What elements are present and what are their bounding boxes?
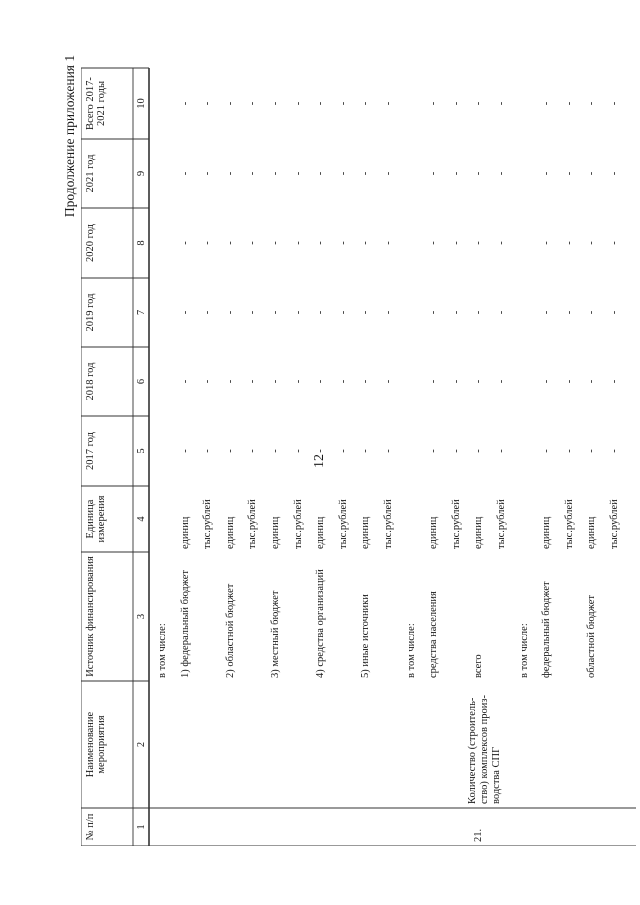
value-cell: - [179,241,191,245]
column-number: 2 [136,741,147,748]
funding-source: областной бюджет [586,595,598,678]
value-cell: - [563,449,575,453]
value-cell: - [541,101,553,106]
value-cell: - [541,171,553,176]
value-cell: - [179,310,191,315]
value-cell: - [202,171,214,176]
value-cell: - [270,171,281,176]
value-cell: - [315,310,327,315]
value-cell: - [315,101,327,106]
value-cell: - [315,449,327,453]
value-cell: - [315,171,327,176]
value-cell: - [383,101,394,106]
unit-of-measure: тыс.рублей [292,499,304,549]
column-number: 4 [136,516,147,522]
value-cell: - [563,310,575,315]
column-header: 2020 год [85,224,96,262]
value-cell: - [473,449,485,453]
value-cell: - [428,241,440,245]
unit-of-measure: тыс.рублей [496,499,507,549]
value-cell: - [541,379,553,384]
value-cell: - [202,241,214,245]
value-cell: - [224,379,236,384]
value-cell: - [586,449,598,453]
funding-source: 2) областной бюджет [224,583,236,678]
value-cell: - [563,379,575,384]
value-cell: - [609,241,620,245]
value-cell: - [428,379,440,384]
unit-of-measure: единиц [360,516,372,549]
unit-of-measure: тыс.рублей [337,499,349,549]
column-header: Всего 2017-2021 годы [85,77,107,130]
value-cell: - [360,171,372,176]
value-cell: - [586,310,598,315]
value-cell: - [202,101,214,106]
column-number: 5 [136,448,147,454]
value-cell: - [247,379,259,384]
value-cell: - [496,101,507,106]
value-cell: - [337,379,349,384]
unit-of-measure: тыс.рублей [609,499,620,549]
value-cell: - [179,379,191,384]
value-cell: - [224,310,236,315]
value-cell: - [450,449,462,453]
value-cell: - [247,101,259,106]
value-cell: - [609,449,620,453]
value-cell: - [179,171,191,176]
unit-of-measure: тыс.рублей [383,499,394,549]
value-cell: - [247,171,259,176]
value-cell: - [337,171,349,176]
column-number: 7 [136,309,147,316]
value-cell: - [609,379,620,384]
page-number: 12 [312,454,327,468]
value-cell: - [383,241,394,245]
unit-of-measure: тыс.рублей [563,499,575,549]
value-cell: - [473,379,485,384]
value-cell: - [496,171,507,176]
value-cell: - [383,310,394,315]
column-header: Единица измерения [85,495,107,543]
value-cell: - [224,101,236,106]
value-cell: - [224,449,236,453]
value-cell: - [586,101,598,106]
funding-source: в том числе: [405,623,417,678]
column-header: 2021 год [85,154,96,193]
rotated-table [81,61,636,846]
funding-source: в том числе: [157,623,168,678]
funding-source: 3) местный бюджет [270,590,281,678]
value-cell: - [496,449,507,453]
funding-source: средства населения [428,591,440,678]
value-cell: - [202,449,214,453]
funding-source: федеральный бюджет [541,581,553,678]
funding-source: 1) федеральный бюджет [179,569,191,678]
funding-source: 4) средства организаций [315,569,327,678]
value-cell: - [360,241,372,245]
value-cell: - [270,449,281,453]
value-cell: - [450,241,462,245]
value-cell: - [383,171,394,176]
column-header: 2019 год [85,293,96,332]
value-cell: - [473,171,485,176]
value-cell: - [270,379,281,384]
value-cell: - [337,241,349,245]
unit-of-measure: единиц [270,516,281,549]
value-cell: - [224,171,236,176]
value-cell: - [383,379,394,384]
value-cell: - [450,310,462,315]
value-cell: - [337,101,349,106]
value-cell: - [292,379,304,384]
unit-of-measure: тыс.рублей [202,499,214,549]
unit-of-measure: единиц [315,516,327,549]
column-number: 10 [136,98,147,109]
value-cell: - [609,310,620,315]
value-cell: - [179,101,191,106]
value-cell: - [202,310,214,315]
value-cell: - [383,449,394,453]
column-header: Источник финансирования [85,556,96,677]
column-number: 9 [136,170,147,177]
row-number: 21. [473,828,485,842]
value-cell: - [337,449,349,453]
column-header: Наименование мероприятия [85,711,107,778]
value-cell: - [563,101,575,106]
value-cell: - [247,241,259,245]
value-cell: - [473,101,485,106]
value-cell: - [315,379,327,384]
value-cell: - [541,310,553,315]
value-cell: - [563,171,575,176]
value-cell: - [360,310,372,315]
unit-of-measure: единиц [473,516,485,549]
funding-source: 5) иные источники [360,594,372,678]
value-cell: - [360,379,372,384]
value-cell: - [337,310,349,315]
unit-of-measure: единиц [179,516,191,549]
value-cell: - [563,241,575,245]
value-cell: - [428,449,440,453]
column-number: 3 [136,613,147,620]
value-cell: - [496,241,507,245]
value-cell: - [541,241,553,245]
value-cell: - [586,241,598,245]
value-cell: - [292,101,304,106]
value-cell: - [202,379,214,384]
value-cell: - [496,310,507,315]
value-cell: - [360,449,372,453]
value-cell: - [496,379,507,384]
funding-source: в том числе: [518,623,530,678]
column-number: 6 [136,378,147,385]
value-cell: - [360,101,372,106]
value-cell: - [179,449,191,453]
value-cell: - [292,449,304,453]
column-number: 8 [136,240,147,246]
unit-of-measure: тыс.рублей [247,499,259,549]
value-cell: - [450,171,462,176]
value-cell: - [586,171,598,176]
unit-of-measure: единиц [224,516,236,549]
column-header: № п/п [85,813,96,841]
value-cell: - [450,101,462,106]
value-cell: - [292,241,304,245]
value-cell: - [428,310,440,315]
value-cell: - [428,171,440,176]
value-cell: - [428,101,440,106]
measure-name: Количество (строитель- ство) комплексов произ- водства СПГ [467,694,503,804]
value-cell: - [315,241,327,245]
value-cell: - [609,101,620,106]
unit-of-measure: единиц [586,516,598,549]
value-cell: - [473,310,485,315]
value-cell: - [270,310,281,315]
value-cell: - [292,310,304,315]
unit-of-measure: тыс.рублей [450,499,462,549]
unit-of-measure: единиц [541,516,553,549]
column-header: 2018 год [85,362,96,401]
value-cell: - [247,449,259,453]
value-cell: - [270,101,281,106]
value-cell: - [247,310,259,315]
continuation-label: Продолжение приложения 1 [62,54,77,218]
value-cell: - [473,241,485,245]
column-number: 1 [136,824,147,830]
value-cell: - [586,379,598,384]
value-cell: - [450,379,462,384]
value-cell: - [270,241,281,245]
value-cell: - [224,241,236,245]
value-cell: - [541,449,553,453]
column-header: 2017 год [85,432,96,470]
value-cell: - [609,171,620,176]
funding-source: всего [473,654,485,678]
unit-of-measure: единиц [428,516,440,549]
value-cell: - [292,171,304,176]
